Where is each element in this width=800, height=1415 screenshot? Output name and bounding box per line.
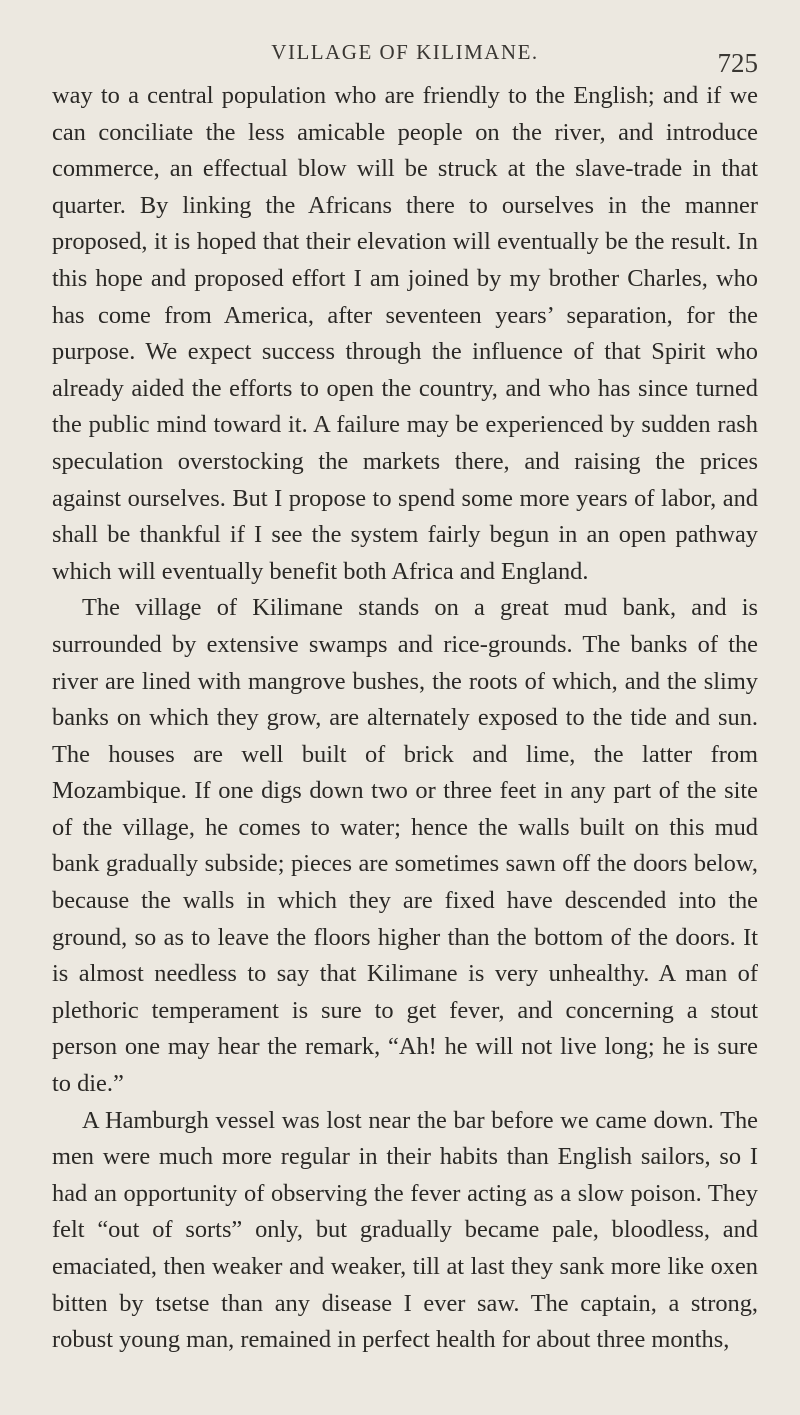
page-number: 725	[717, 48, 758, 78]
running-head: VILLAGE OF KILIMANE.	[271, 40, 539, 64]
body-text	[52, 78, 758, 1359]
paragraph-village-description: The village of Kilimane stands on a great mud bank, and is surrounded by extensive swamps and rice-grounds. The banks of the river are lined with mangrove bushes, the roots of which, and the slimy banks on which they grow, are alternately exposed to the tide and sun. The houses are well built of brick and lime, the latter from Mozambique. If one digs down two or three feet in any part of the site of the village, he comes to water; hence the walls built on this mud bank gradually subside; pieces are sometimes sawn off the doors below, because the walls in which they are fixed have descended into the ground, so as to leave the floors higher than the bottom of the doors. It is almost needless to say that Kilimane is very unhealthy. A man of plethoric temperament is sure to get fever, and concerning a stout person one may hear the remark, “Ah! he will not live long; he is sure to die.”	[52, 594, 758, 1098]
paragraph-hamburgh-vessel: A Hamburgh vessel was lost near the bar before we came down. The men were much more regular in their habits than English sailors, so I had an opportunity of observing the fever acting as a slow poison. They felt “out of sorts” only, but gradually became pale, bloodless, and emaciated, then weaker and weaker, till at last they sank more like oxen bitten by tsetse than any disease I ever saw. The captain, a strong, robust young man, remained in perfect health for about three months,	[52, 1106, 758, 1354]
paragraph-continued: way to a central population who are friendly to the English; and if we can conciliate the less amicable people on the river, and introduce commerce, an effectual blow will be struck at the slave-trade in that quarter. By linking the Africans there to ourselves in the manner proposed, it is hoped that their elevation will eventually be the result. In this hope and proposed effort I am joined by my brother Charles, who has come from America, after seventeen years’ separation, for the purpose. We expect success through the influence of that Spirit who already aided the efforts to open the country, and who has since turned the public mind toward it. A failure may be experienced by sudden rash speculation overstocking the markets there, and raising the prices against ourselves. But I propose to spend some more years of labor, and shall be thankful if I see the system fairly begun in an open pathway which will eventually benefit both Africa and England.	[52, 82, 758, 585]
page-header	[52, 0, 758, 78]
